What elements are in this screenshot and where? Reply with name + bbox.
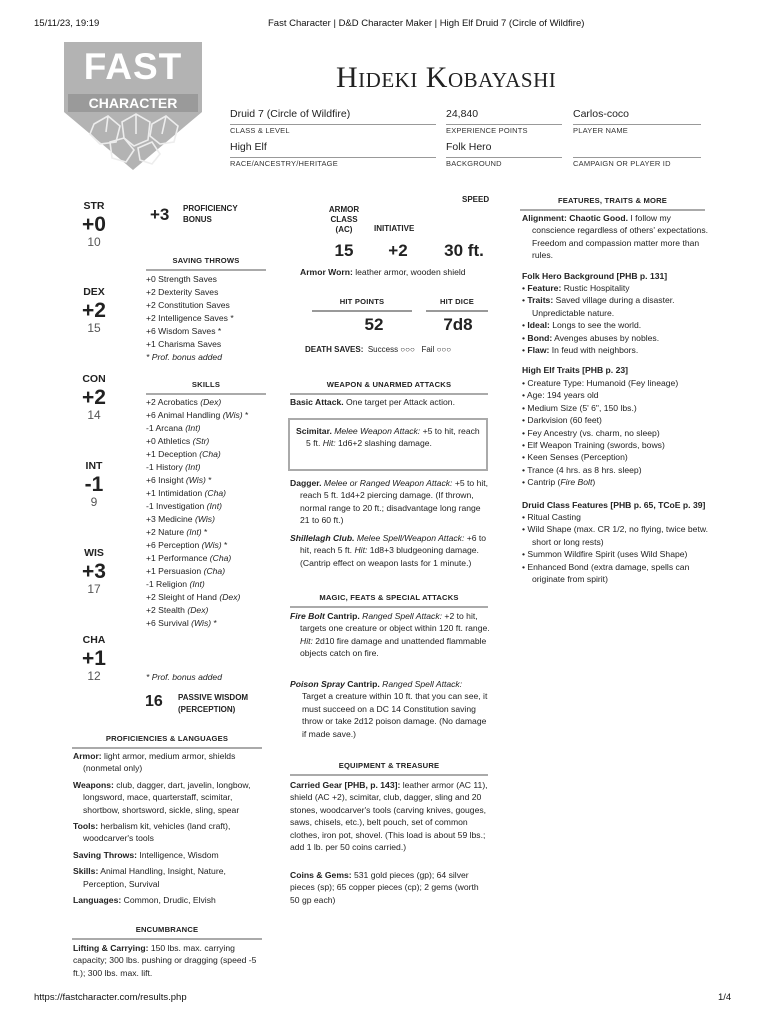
- proficiency-label-line2: BONUS: [183, 215, 212, 224]
- folk-hero-item: • Flaw: In feud with neighbors.: [522, 345, 639, 356]
- ac-label-line2: CLASS: [330, 215, 358, 224]
- skill-value: +2 Nature: [146, 527, 184, 537]
- ac-label-line3: (AC): [335, 225, 353, 234]
- saving-throw-row: +2 Constitution Saves: [146, 300, 230, 310]
- ability-int: [74, 460, 114, 510]
- fire-bolt-spell: [290, 610, 490, 660]
- skill-ability: (Cha): [204, 488, 227, 498]
- high-elf-trait: • Age: 194 years old: [522, 390, 599, 401]
- armor-worn-value: leather armor, wooden shield: [355, 267, 466, 277]
- skill-ability: (Dex): [200, 397, 222, 407]
- high-elf-trait: • Cantrip (Fire Bolt): [522, 477, 596, 488]
- ability-dex: [74, 286, 114, 336]
- skill-row: [146, 605, 271, 618]
- ability-wis: [74, 547, 114, 597]
- high-elf-trait-text: Fey Ancestry (vs. charm, no sleep): [527, 427, 660, 438]
- print-page-title: Fast Character | D&D Character Maker | High Elf Druid 7 (Circle of Wildfire): [268, 18, 585, 29]
- saves-prof: [73, 849, 268, 861]
- skill-value: +0 Athletics: [146, 436, 191, 446]
- folk-hero-item-text: Saved village during a disaster. Unpredictable nature.: [532, 295, 675, 318]
- ability-con: [74, 373, 114, 423]
- background-label: BACKGROUND: [446, 159, 502, 168]
- druid-feature-text: Enhanced Bond (extra damage, spells can originate from spirit): [527, 561, 690, 584]
- dagger-attack-type: Melee or Ranged Weapon Attack:: [321, 478, 453, 488]
- fire-bolt-text: +2 to hit, targets one creature or object within 120 ft. range.: [300, 611, 490, 634]
- ability-score: 9: [90, 494, 98, 509]
- skills-prof-label: Skills:: [73, 866, 99, 877]
- skill-prof-mark: *: [204, 527, 208, 537]
- folk-hero-item-label: Ideal:: [527, 320, 550, 331]
- alignment-label: Alignment: Chaotic Good.: [522, 213, 628, 223]
- skill-ability: (Cha): [199, 449, 221, 459]
- tools-prof: [73, 820, 268, 845]
- coins-gems: [290, 869, 490, 906]
- ability-name: STR: [83, 200, 105, 212]
- proficiencies-body: [73, 750, 268, 906]
- hit-points-label: HIT POINTS: [312, 297, 412, 312]
- alignment: [522, 212, 710, 262]
- folk-hero-item-text: In feud with neighbors.: [549, 345, 639, 356]
- skill-value: -1 Religion: [146, 579, 188, 589]
- skill-row: [146, 501, 271, 514]
- saving-throw-note: * Prof. bonus added: [146, 352, 222, 362]
- poison-spray-text: Target a creature within 10 ft. that you can see, it must succeed on a DC 14 Constitution saving throw or take 2d12 poison damage. (No damage if made save.): [302, 691, 488, 739]
- skill-value: +6 Insight: [146, 475, 184, 485]
- death-saves-success[interactable]: Success ○○○: [367, 345, 415, 354]
- armor-prof-label: Armor:: [73, 751, 102, 761]
- skill-ability: (Int): [186, 527, 202, 537]
- druid-features-title: Druid Class Features [PHB p. 65, TCoE p. 39]: [522, 499, 706, 510]
- poison-spray-cantrip: Cantrip.: [344, 679, 380, 689]
- weapons-prof-text: club, dagger, dart, javelin, longbow, longsword, mace, quarterstaff, scimitar, shortbow, shortsword, sickle, sling, spear: [83, 779, 251, 815]
- shillelagh-attack-type: Melee Spell/Weapon Attack:: [354, 533, 465, 543]
- skills-prof: [73, 865, 268, 890]
- druid-feature: • Wild Shape (max. CR 1/2, no flying, twice betw. short or long rests): [522, 524, 708, 547]
- scimitar-attack-text: +5 to hit, reach 5 ft.: [306, 426, 480, 449]
- high-elf-trait: • Medium Size (5' 6", 150 lbs.): [522, 402, 637, 413]
- ability-modifier: +0: [82, 212, 106, 236]
- scimitar-hit-label: Hit:: [320, 438, 336, 449]
- campaign-value: [573, 141, 701, 158]
- skill-row: [146, 579, 271, 592]
- player-name-label: PLAYER NAME: [573, 126, 628, 135]
- passive-label-line2: (PERCEPTION): [178, 705, 236, 714]
- druid-feature-text: Wild Shape (max. CR 1/2, no flying, twice betw. short or long rests): [527, 524, 708, 547]
- saving-throws-title: SAVING THROWS: [146, 256, 266, 271]
- high-elf-trait: • Elf Weapon Training (swords, bows): [522, 439, 665, 450]
- fast-character-logo: [64, 42, 202, 170]
- skill-prof-mark: *: [208, 475, 212, 485]
- skill-row: [146, 488, 271, 501]
- skill-row: [146, 592, 271, 605]
- druid-feature-text: Summon Wildfire Spirit (uses Wild Shape): [527, 549, 688, 560]
- high-elf-trait: • Keen Senses (Perception): [522, 452, 628, 463]
- skill-value: -1 Arcana: [146, 423, 183, 433]
- equipment-title: EQUIPMENT & TREASURE: [290, 761, 488, 776]
- dagger-attack-text: +5 to hit, reach 5 ft. 1d4+2 piercing damage. (If thrown, normal range to 20 ft.; disadvantage long range 21 to 60 ft.): [300, 478, 489, 526]
- proficiencies-title: PROFICIENCIES & LANGUAGES: [72, 734, 262, 749]
- fire-bolt-attack-type: Ranged Spell Attack:: [359, 611, 443, 621]
- encumbrance-text: [73, 942, 265, 979]
- high-elf-trait-text: Keen Senses (Perception): [527, 452, 628, 463]
- saving-throws-list: [146, 274, 271, 365]
- high-elf-trait: • Fey Ancestry (vs. charm, no sleep): [522, 427, 660, 438]
- high-elf-trait-text: Medium Size (5' 6", 150 lbs.): [527, 402, 637, 413]
- dagger-label: Dagger.: [290, 478, 322, 488]
- skill-ability: (Wis): [185, 475, 206, 485]
- shillelagh-label: Shillelagh Club.: [290, 533, 355, 543]
- weapons-prof: [73, 779, 268, 816]
- skill-value: +1 Performance: [146, 553, 208, 563]
- skills-prof-text: Animal Handling, Insight, Nature, Perception, Survival: [83, 866, 226, 889]
- print-url[interactable]: https://fastcharacter.com/results.php: [34, 992, 187, 1003]
- skill-ability: (Cha): [203, 566, 226, 576]
- shillelagh-attack: [290, 532, 490, 569]
- high-elf-trait: • Darkvision (60 feet): [522, 415, 602, 426]
- skill-ability: (Dex): [187, 605, 209, 615]
- high-elf-trait-text: Darkvision (60 feet): [527, 415, 602, 426]
- speed-label: SPEED: [462, 195, 490, 204]
- folk-hero-item: • Ideal: Longs to see the world.: [522, 320, 642, 331]
- skill-row: [146, 514, 271, 527]
- encumbrance-title: ENCUMBRANCE: [72, 925, 262, 940]
- carried-gear-text: leather armor (AC 11), shield (AC +2), scimitar, club, dagger, sling and 20 stones, woodcarver's tools (carving knives, gouges, saws, chisels, etc.), belt pouch, set of common clothes, iron pot, shovel. (This load is about 59 lbs.; add 1 lb. per 50 coins carried.): [290, 780, 488, 853]
- tools-prof-text: herbalism kit, vehicles (land craft), woodcarver's tools: [83, 821, 231, 844]
- cantrip-prefix: Cantrip (: [527, 477, 561, 488]
- ability-str: [74, 200, 114, 250]
- proficiency-label-line1: PROFICIENCY: [183, 204, 238, 213]
- scimitar-attack: [296, 425, 480, 450]
- armor-worn: [300, 267, 466, 278]
- folk-hero-item-label: Feature:: [527, 283, 562, 294]
- race-label: RACE/ANCESTRY/HERITAGE: [230, 159, 338, 168]
- druid-feature: • Enhanced Bond (extra damage, spells can originate from spirit): [522, 561, 690, 584]
- skill-value: +2 Sleight of Hand: [146, 592, 217, 602]
- ability-cha: [74, 634, 114, 684]
- speed-value: 30 ft.: [444, 241, 484, 260]
- saving-throw-row: +1 Charisma Saves: [146, 339, 222, 349]
- ability-modifier: -1: [84, 472, 104, 496]
- skill-value: +1 Persuasion: [146, 566, 202, 576]
- skill-row: [146, 566, 271, 579]
- folk-hero-item: • Feature: Rustic Hospitality: [522, 283, 630, 294]
- poison-spray-spell: [290, 678, 490, 740]
- skill-ability: (Wis): [194, 514, 215, 524]
- initiative-value: +2: [388, 241, 408, 260]
- features-title: FEATURES, TRAITS & MORE: [520, 196, 705, 211]
- languages-label: Languages:: [73, 895, 122, 906]
- fire-bolt-cantrip: Cantrip.: [324, 611, 360, 621]
- armor-class-value: 15: [334, 241, 354, 260]
- shillelagh-hit-label: Hit:: [352, 545, 368, 556]
- ability-modifier: +2: [82, 385, 106, 409]
- folk-hero-item-text: Longs to see the world.: [549, 320, 642, 331]
- skills-list: [146, 397, 271, 631]
- high-elf-trait-text: Trance (4 hrs. as 8 hrs. sleep): [527, 464, 642, 475]
- class-level-value: Druid 7 (Circle of Wildfire): [230, 108, 436, 125]
- shillelagh-attack-text: +6 to hit, reach 5 ft.: [300, 533, 487, 556]
- hit-dice-value: 7d8: [443, 315, 473, 334]
- skill-row: [146, 527, 271, 540]
- character-name: Hideki Kobayashi: [336, 61, 557, 94]
- ability-modifier: +1: [82, 646, 106, 670]
- druid-feature: • Summon Wildfire Spirit (uses Wild Shape): [522, 549, 688, 560]
- saves-prof-text: Intelligence, Wisdom: [136, 849, 219, 860]
- skill-ability: (Int): [189, 579, 205, 589]
- encumbrance-label: Lifting & Carrying:: [73, 943, 149, 953]
- proficiency-bonus-label: [183, 203, 238, 225]
- armor-worn-label: Armor Worn:: [300, 267, 353, 277]
- skill-value: -1 History: [146, 462, 183, 472]
- skill-row: [146, 397, 271, 410]
- coins-gems-label: Coins & Gems:: [290, 870, 352, 880]
- death-saves: [305, 345, 451, 355]
- death-saves-fail[interactable]: Fail ○○○: [421, 345, 452, 354]
- proficiency-bonus-value: +3: [150, 205, 170, 224]
- carried-gear: [290, 779, 490, 853]
- class-level-label: CLASS & LEVEL: [230, 126, 290, 135]
- skill-row: [146, 449, 271, 462]
- skill-value: +6 Perception: [146, 540, 200, 550]
- skill-value: +1 Deception: [146, 449, 197, 459]
- ability-name: DEX: [83, 286, 105, 298]
- cantrip-name: Fire Bolt: [560, 477, 593, 488]
- high-elf-trait-text: Elf Weapon Training (swords, bows): [527, 439, 665, 450]
- folk-hero-item-label: Bond:: [527, 332, 553, 343]
- dagger-attack: [290, 477, 490, 527]
- skill-row: [146, 618, 271, 631]
- saving-throw-row: +0 Strength Saves: [146, 274, 217, 284]
- death-saves-label: DEATH SAVES:: [305, 345, 364, 354]
- skills-title: SKILLS: [146, 380, 266, 395]
- logo-character-text: CHARACTER: [88, 95, 178, 111]
- folk-hero-title: Folk Hero Background [PHB p. 131]: [522, 270, 668, 281]
- tools-prof-label: Tools:: [73, 821, 99, 832]
- folk-hero-item-label: Traits:: [527, 295, 554, 306]
- folk-hero-item-text: Rustic Hospitality: [561, 283, 630, 294]
- high-elf-trait-text: Creature Type: Humanoid (Fey lineage): [527, 377, 679, 388]
- player-name-value: Carlos-coco: [573, 108, 701, 125]
- hit-points-value: 52: [364, 315, 384, 334]
- skill-value: -1 Investigation: [146, 501, 205, 511]
- skill-row: [146, 423, 271, 436]
- weapons-prof-label: Weapons:: [73, 779, 114, 790]
- skill-ability: (Dex): [219, 592, 241, 602]
- hit-dice-label: HIT DICE: [426, 297, 488, 312]
- logo-fast-text: FAST: [83, 46, 183, 87]
- skill-ability: (Int): [185, 423, 201, 433]
- passive-label-line1: PASSIVE WISDOM: [178, 693, 249, 702]
- ability-score: 10: [87, 234, 101, 249]
- background-value: Folk Hero: [446, 141, 562, 158]
- ability-modifier: +2: [82, 298, 106, 322]
- passive-wisdom-value: 16: [145, 693, 163, 710]
- fire-bolt-label: Fire Bolt: [290, 611, 325, 621]
- race-value: High Elf: [230, 141, 436, 158]
- shillelagh-damage: 1d8+3 bludgeoning damage. (Cantrip effect on weapon lasts for 1 minute.): [300, 545, 479, 568]
- basic-attack: [290, 396, 490, 408]
- ability-name: CHA: [82, 634, 106, 646]
- print-page-number: 1/4: [718, 992, 732, 1003]
- skill-value: +3 Medicine: [146, 514, 193, 524]
- folk-hero-item-label: Flaw:: [527, 345, 550, 356]
- languages-prof: [73, 894, 268, 906]
- skill-row: [146, 475, 271, 488]
- folk-hero-item-text: Avenges abuses by nobles.: [552, 332, 660, 343]
- druid-feature: • Ritual Casting: [522, 511, 581, 522]
- poison-spray-label: Poison Spray: [290, 679, 345, 689]
- skill-row: [146, 410, 271, 423]
- features-body: [522, 212, 710, 585]
- folk-hero-item: • Traits: Saved village during a disaster. Unpredictable nature.: [522, 295, 675, 318]
- skill-value: +1 Intimidation: [146, 488, 203, 498]
- ability-name: INT: [85, 460, 103, 472]
- fire-bolt-damage: 2d10 fire damage and unattended flammable objects catch on fire.: [300, 635, 487, 659]
- passive-wisdom-label: [178, 692, 248, 716]
- ability-score: 15: [87, 320, 101, 335]
- scimitar-label: Scimitar.: [296, 426, 332, 436]
- carried-gear-label: Carried Gear [PHB, p. 143]:: [290, 780, 401, 790]
- initiative-label: INITIATIVE: [374, 224, 415, 233]
- druid-feature-text: Ritual Casting: [527, 511, 581, 522]
- armor-prof-text: light armor, medium armor, shields (nonmetal only): [83, 751, 236, 774]
- skill-prof-mark: *: [245, 410, 249, 420]
- skill-ability: (Int): [206, 501, 222, 511]
- skill-ability: (Str): [192, 436, 210, 446]
- saves-prof-label: Saving Throws:: [73, 849, 137, 860]
- ac-label-line1: ARMOR: [328, 205, 360, 214]
- armor-class-label: [318, 205, 370, 235]
- skill-row: [146, 436, 271, 449]
- skill-value: +6 Survival: [146, 618, 189, 628]
- encumbrance-body: 150 lbs. max. carrying capacity; 300 lbs. pushing or dragging (speed -5 ft.); 300 lbs. max. lift.: [73, 943, 257, 978]
- skill-value: +2 Stealth: [146, 605, 185, 615]
- skill-prof-mark: *: [213, 618, 217, 628]
- scimitar-damage: 1d6+2 slashing damage.: [335, 438, 432, 449]
- scimitar-attack-type: Melee Weapon Attack:: [331, 426, 421, 436]
- saving-throw-row: +6 Wisdom Saves *: [146, 326, 222, 336]
- xp-value: 24,840: [446, 108, 562, 125]
- campaign-label: CAMPAIGN OR PLAYER ID: [573, 159, 671, 168]
- saving-throw-row: +2 Intelligence Saves *: [146, 313, 234, 323]
- ability-name: CON: [82, 373, 106, 385]
- skill-ability: (Wis): [201, 540, 222, 550]
- cantrip-suffix: ): [592, 477, 596, 488]
- high-elf-title: High Elf Traits [PHB p. 23]: [522, 365, 629, 376]
- folk-hero-item: • Bond: Avenges abuses by nobles.: [522, 332, 660, 343]
- coins-gems-text: 531 gold pieces (gp); 64 silver pieces (sp); 65 copper pieces (cp); 2 gems (worth 50 gp each): [290, 870, 479, 905]
- skill-value: +6 Animal Handling: [146, 410, 221, 420]
- attacks-title: WEAPON & UNARMED ATTACKS: [290, 380, 488, 395]
- skills-note: * Prof. bonus added: [146, 672, 222, 682]
- basic-attack-text: One target per Attack action.: [343, 397, 455, 407]
- fire-bolt-hit-label: Hit:: [300, 635, 313, 646]
- skill-value: +2 Acrobatics: [146, 397, 198, 407]
- skill-ability: (Cha): [209, 553, 232, 563]
- basic-attack-label: Basic Attack.: [290, 397, 344, 407]
- magic-title: MAGIC, FEATS & SPECIAL ATTACKS: [290, 593, 488, 608]
- skill-ability: (Wis): [191, 618, 212, 628]
- ability-score: 14: [87, 407, 101, 422]
- xp-label: EXPERIENCE POINTS: [446, 126, 528, 135]
- ability-score: 17: [87, 581, 101, 596]
- languages-text: Common, Drudic, Elvish: [121, 895, 216, 906]
- scimitar-attack-box: [288, 418, 488, 471]
- skill-row: [146, 553, 271, 566]
- ability-modifier: +3: [82, 559, 106, 583]
- poison-spray-attack-type: Ranged Spell Attack:: [379, 679, 463, 689]
- skill-ability: (Wis): [222, 410, 243, 420]
- ability-score: 12: [87, 668, 101, 683]
- skill-prof-mark: *: [224, 540, 228, 550]
- ability-name: WIS: [84, 547, 104, 559]
- skill-row: [146, 462, 271, 475]
- saving-throw-row: +2 Dexterity Saves: [146, 287, 219, 297]
- skill-ability: (Int): [185, 462, 201, 472]
- alignment-text: I follow my conscience regardless of others' expectations. Freedom and compassion matter more than rules.: [532, 213, 708, 261]
- print-datetime: 15/11/23, 19:19: [34, 18, 100, 29]
- skill-row: [146, 540, 271, 553]
- high-elf-trait: • Creature Type: Humanoid (Fey lineage): [522, 377, 679, 388]
- high-elf-trait-text: Age: 194 years old: [526, 390, 599, 401]
- armor-prof: [73, 750, 268, 775]
- high-elf-trait: • Trance (4 hrs. as 8 hrs. sleep): [522, 464, 642, 475]
